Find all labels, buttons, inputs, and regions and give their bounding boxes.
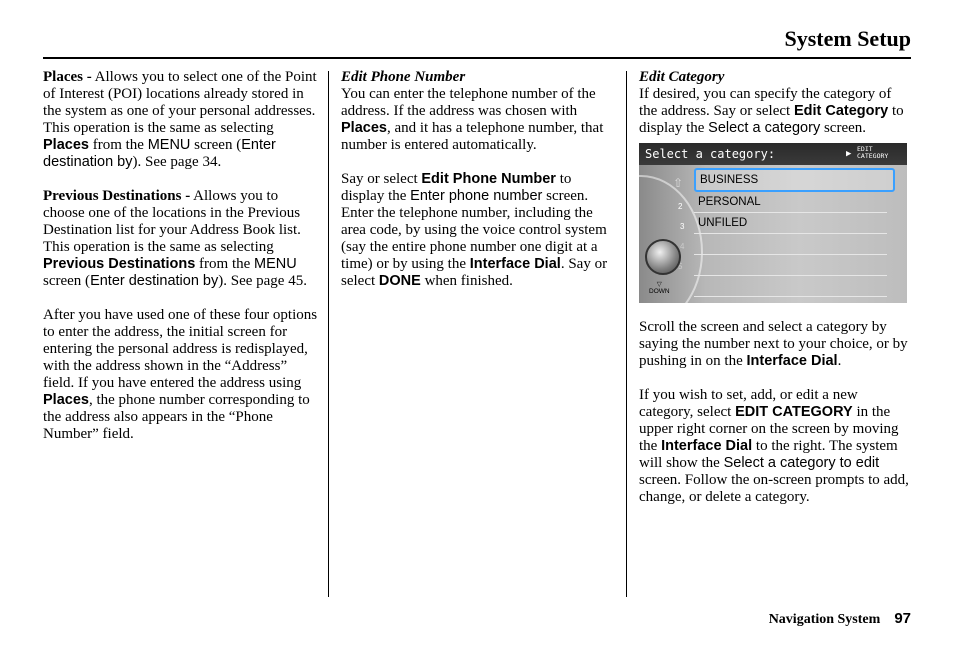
row-number: 2 xyxy=(678,202,683,211)
column-3 xyxy=(639,69,911,523)
row-divider xyxy=(694,212,887,213)
row-number: 5 xyxy=(678,262,683,271)
places-lead: Places - xyxy=(43,69,92,85)
previous-destinations-paragraph xyxy=(43,188,318,290)
interface-dial-term: Interface Dial xyxy=(469,256,561,272)
header-rule xyxy=(43,57,911,59)
text: , and it has a telephone number, that number is entered automatically. xyxy=(341,120,604,153)
interface-dial-term: Interface Dial xyxy=(661,438,753,454)
menu-term: MENU xyxy=(254,256,297,272)
edit-phone-number-term: Edit Phone Number xyxy=(421,171,556,187)
row-divider xyxy=(694,254,887,255)
page-footer xyxy=(769,610,911,628)
places-term: Places xyxy=(43,392,89,408)
text: If you wish to set, add, or edit a new category, select xyxy=(639,387,858,420)
places-term: Places xyxy=(43,137,89,153)
down-indicator: ▽ DOWN xyxy=(649,281,670,295)
row-divider xyxy=(694,275,887,276)
text: Allows you to select one of the Point of Interest (POI) locations already stored in the system as one of your personal addresses. This operation is the same as selecting xyxy=(43,69,317,136)
edit-category-paragraph-2 xyxy=(639,319,911,370)
right-arrow-icon: ▶ xyxy=(846,149,852,159)
text: to the right. The system will show the xyxy=(639,438,898,471)
text: Say or select xyxy=(341,171,422,187)
screen-title: Select a category: xyxy=(645,147,776,161)
text: screen ( xyxy=(43,273,91,289)
edit-phone-paragraph-2 xyxy=(341,171,616,290)
menu-term: MENU xyxy=(147,137,191,153)
text: Scroll the screen and select a category by saying the number next to your choice, or by pushing in on the xyxy=(639,319,908,369)
places-paragraph xyxy=(43,69,318,171)
places-term: Places xyxy=(341,120,387,136)
text: when finished. xyxy=(420,273,513,289)
previous-destinations-lead: Previous Destinations - xyxy=(43,188,191,204)
screen-body xyxy=(639,165,907,303)
done-term: DONE xyxy=(378,273,421,289)
page-title: System Setup xyxy=(784,26,911,51)
edit-phone-heading: Edit Phone Number xyxy=(341,69,466,85)
after-options-paragraph xyxy=(43,307,318,443)
select-category-term: Select a category xyxy=(708,120,821,136)
column-divider xyxy=(328,71,329,597)
text: After you have used one of these four options to enter the address, the initial screen for entering the personal address is redisplayed, with the address shown in the “Address” field. If you have entered the address using xyxy=(43,307,318,391)
edit-phone-paragraph-1 xyxy=(341,86,616,154)
text: screen. xyxy=(820,120,867,136)
category-row-personal[interactable] xyxy=(694,192,893,212)
category-label: CATEGORY xyxy=(857,152,889,160)
up-arrow-icon: ⇧ xyxy=(673,176,684,190)
interface-dial-term: Interface Dial xyxy=(746,353,838,369)
text: , the phone number corresponding to the address also appears in the “Phone Number” field. xyxy=(43,392,310,442)
text: Allows you to choose one of the locations in the Previous Destination list for your Address Book list. This operation is the same as selecting xyxy=(43,188,301,255)
page-number: 97 xyxy=(894,610,911,627)
text: from the xyxy=(88,137,148,153)
edit-category-heading: Edit Category xyxy=(639,69,725,85)
category-label: BUSINESS xyxy=(700,174,759,186)
row-divider xyxy=(694,233,887,234)
text: in the upper right corner on the screen by moving the xyxy=(639,404,899,454)
edit-category-term: Edit Category xyxy=(793,103,889,119)
column-2 xyxy=(341,69,616,307)
previous-destinations-term: Previous Destinations xyxy=(43,256,196,272)
column-1 xyxy=(43,69,318,460)
enter-destination-term: Enter destination by xyxy=(43,137,276,170)
select-category-to-edit-term: Select a category to edit xyxy=(723,455,880,471)
text: . Say or select xyxy=(341,256,608,289)
row-number: 4 xyxy=(680,242,685,251)
text: to display the xyxy=(341,171,572,204)
category-row-business[interactable] xyxy=(694,168,895,192)
edit-category-caps-term: EDIT CATEGORY xyxy=(735,404,853,420)
category-label: PERSONAL xyxy=(698,196,761,208)
text: screen. Enter the telephone number, including the area code, by using the voice control system (say the entire phone number one digit at a time) or by using the xyxy=(341,188,607,272)
footer-label: Navigation System xyxy=(768,612,881,627)
text: ). See page 34. xyxy=(132,154,222,170)
enter-phone-number-term: Enter phone number xyxy=(410,188,543,204)
category-row-unfiled[interactable] xyxy=(694,213,893,233)
enter-destination-term: Enter destination by xyxy=(90,273,219,289)
edit-category-paragraph-1 xyxy=(639,86,911,137)
row-divider xyxy=(694,296,887,297)
screen-header xyxy=(639,143,907,165)
text: screen ( xyxy=(190,137,242,153)
row-number: 3 xyxy=(680,222,685,231)
edit-label: EDIT xyxy=(857,145,873,153)
text: ). See page 45. xyxy=(218,273,307,289)
down-label: DOWN xyxy=(649,288,670,295)
column-divider xyxy=(626,71,627,597)
text: to display the xyxy=(639,103,904,136)
text: . xyxy=(837,353,842,369)
edit-category-screen-button xyxy=(857,146,888,160)
edit-category-paragraph-3 xyxy=(639,387,911,506)
text: screen. Follow the on-screen prompts to add, change, or delete a category. xyxy=(639,472,909,505)
category-label: UNFILED xyxy=(698,217,748,229)
text: You can enter the telephone number of the address. If the address was chosen with xyxy=(341,86,596,119)
text: from the xyxy=(195,256,255,272)
interface-dial-icon xyxy=(645,239,681,275)
text: If desired, you can specify the category of the address. Say or select xyxy=(639,86,892,119)
select-category-screenshot xyxy=(639,143,907,303)
